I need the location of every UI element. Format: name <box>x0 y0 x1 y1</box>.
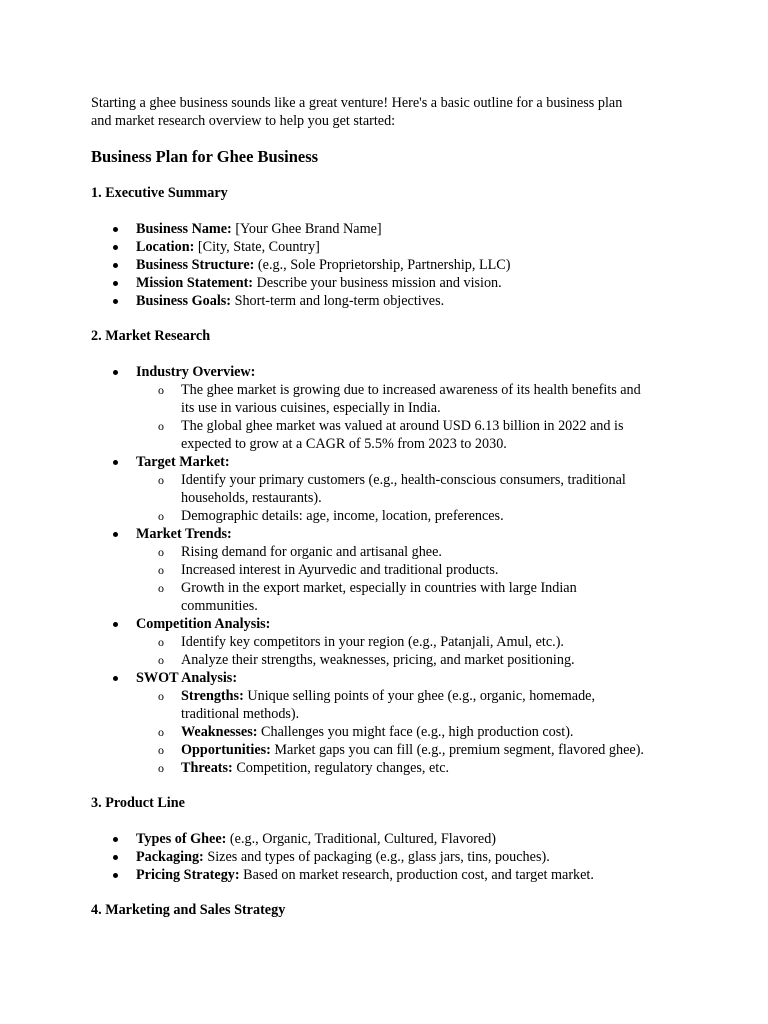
section-heading-product-line: 3. Product Line <box>91 795 185 811</box>
bullet-icon <box>113 676 118 681</box>
list-item <box>91 830 691 848</box>
bullet-icon <box>113 855 118 860</box>
sub-list-item <box>136 651 691 669</box>
item-label: Business Goals: <box>136 293 232 309</box>
section-heading-marketing-sales: 4. Marketing and Sales Strategy <box>91 902 286 918</box>
item-label: SWOT Analysis: <box>136 670 238 686</box>
sub-item-line: The global ghee market was valued at around USD 6.13 billion in 2022 and is <box>181 418 624 434</box>
executive-summary-list <box>91 220 691 310</box>
list-item <box>91 274 691 292</box>
sub-list <box>136 687 691 777</box>
item-text: [City, State, Country] <box>194 239 320 255</box>
sub-item-line: Challenges you might face (e.g., high production cost). <box>257 724 574 740</box>
item-label: Business Structure: <box>136 257 255 273</box>
item-label: Pricing Strategy: <box>136 867 240 883</box>
item-text: [Your Ghee Brand Name] <box>231 221 382 237</box>
item-label: Packaging: <box>136 849 204 865</box>
bullet-icon <box>113 263 118 268</box>
item-label: Industry Overview: <box>136 364 256 380</box>
circle-bullet-icon: o <box>158 509 164 523</box>
intro-line-1: Starting a ghee business sounds like a great venture! Here's a basic outline for a business plan <box>91 95 623 111</box>
circle-bullet-icon: o <box>158 761 164 775</box>
sub-list-item <box>136 759 691 777</box>
item-text: Short-term and long-term objectives. <box>231 293 445 309</box>
intro-paragraph <box>91 94 691 130</box>
sub-list <box>136 471 691 525</box>
sub-item-line: expected to grow at a CAGR of 5.5% from 2023 to 2030. <box>181 436 507 452</box>
sub-list-item <box>136 471 691 507</box>
bullet-icon <box>113 245 118 250</box>
item-label: Competition Analysis: <box>136 616 271 632</box>
bullet-icon <box>113 281 118 286</box>
circle-bullet-icon: o <box>158 581 164 595</box>
bullet-icon <box>113 460 118 465</box>
sub-item-line: Demographic details: age, income, location, preferences. <box>181 508 504 524</box>
list-item <box>91 292 691 310</box>
sub-item-line: Identify key competitors in your region (e.g., Patanjali, Amul, etc.). <box>181 634 564 650</box>
item-label: Target Market: <box>136 454 230 470</box>
circle-bullet-icon: o <box>158 743 164 757</box>
item-label: Types of Ghee: <box>136 831 227 847</box>
sub-item-label: Strengths: <box>181 688 244 704</box>
list-item <box>91 866 691 884</box>
sub-item-line: Identify your primary customers (e.g., health-conscious consumers, traditional <box>181 472 626 488</box>
item-text: Describe your business mission and vision. <box>253 275 502 291</box>
list-item-market-trends <box>91 525 691 615</box>
circle-bullet-icon: o <box>158 635 164 649</box>
circle-bullet-icon: o <box>158 725 164 739</box>
sub-item-line: The ghee market is growing due to increased awareness of its health benefits and <box>181 382 641 398</box>
sub-list-item <box>136 543 691 561</box>
product-line-list <box>91 830 691 884</box>
sub-list-item <box>136 561 691 579</box>
sub-item-line: its use in various cuisines, especially in India. <box>181 400 441 416</box>
circle-bullet-icon: o <box>158 689 164 703</box>
item-label: Location: <box>136 239 195 255</box>
sub-list-item <box>136 633 691 651</box>
sub-item-line: traditional methods). <box>181 706 300 722</box>
sub-item-line: households, restaurants). <box>181 490 322 506</box>
list-item-swot-analysis <box>91 669 691 777</box>
sub-item-line: Analyze their strengths, weaknesses, pricing, and market positioning. <box>181 652 575 668</box>
bullet-icon <box>113 299 118 304</box>
item-text: Sizes and types of packaging (e.g., glass jars, tins, pouches). <box>203 849 550 865</box>
item-label: Mission Statement: <box>136 275 254 291</box>
circle-bullet-icon: o <box>158 419 164 433</box>
list-item-target-market <box>91 453 691 525</box>
sub-item-line: Growth in the export market, especially in countries with large Indian <box>181 580 577 596</box>
sub-list-item <box>136 741 691 759</box>
list-item <box>91 220 691 238</box>
market-research-list <box>91 363 691 777</box>
bullet-icon <box>113 227 118 232</box>
sub-item-line: Competition, regulatory changes, etc. <box>232 760 450 776</box>
item-text: Based on market research, production cost, and target market. <box>239 867 594 883</box>
item-label: Business Name: <box>136 221 232 237</box>
sub-item-line: Market gaps you can fill (e.g., premium segment, flavored ghee). <box>270 742 644 758</box>
list-item <box>91 256 691 274</box>
sub-list-item <box>136 723 691 741</box>
item-label: Market Trends: <box>136 526 232 542</box>
item-text: (e.g., Organic, Traditional, Cultured, Flavored) <box>226 831 497 847</box>
list-item <box>91 238 691 256</box>
bullet-icon <box>113 370 118 375</box>
bullet-icon <box>113 532 118 537</box>
sub-list-item <box>136 381 691 417</box>
section-heading-market-research: 2. Market Research <box>91 328 211 344</box>
bullet-icon <box>113 837 118 842</box>
sub-item-line: Unique selling points of your ghee (e.g., organic, homemade, <box>243 688 596 704</box>
sub-item-label: Weaknesses: <box>181 724 258 740</box>
item-text: (e.g., Sole Proprietorship, Partnership, LLC) <box>254 257 511 273</box>
list-item <box>91 848 691 866</box>
list-item-industry-overview <box>91 363 691 453</box>
circle-bullet-icon: o <box>158 473 164 487</box>
list-item-competition-analysis <box>91 615 691 669</box>
sub-list-item <box>136 417 691 453</box>
sub-list-item <box>136 687 691 723</box>
intro-line-2: and market research overview to help you get started: <box>91 113 396 129</box>
circle-bullet-icon: o <box>158 563 164 577</box>
sub-item-line: Increased interest in Ayurvedic and traditional products. <box>181 562 499 578</box>
bullet-icon <box>113 873 118 878</box>
sub-list <box>136 633 691 669</box>
section-heading-executive-summary: 1. Executive Summary <box>91 185 228 201</box>
bullet-icon <box>113 622 118 627</box>
sub-item-line: communities. <box>181 598 258 614</box>
document-page <box>91 94 691 919</box>
circle-bullet-icon: o <box>158 383 164 397</box>
sub-list-item <box>136 507 691 525</box>
sub-list-item <box>136 579 691 615</box>
sub-item-label: Threats: <box>181 760 233 776</box>
circle-bullet-icon: o <box>158 653 164 667</box>
sub-list <box>136 381 691 453</box>
document-title: Business Plan for Ghee Business <box>91 147 319 166</box>
circle-bullet-icon: o <box>158 545 164 559</box>
sub-list <box>136 543 691 615</box>
sub-item-line: Rising demand for organic and artisanal ghee. <box>181 544 442 560</box>
sub-item-label: Opportunities: <box>181 742 271 758</box>
